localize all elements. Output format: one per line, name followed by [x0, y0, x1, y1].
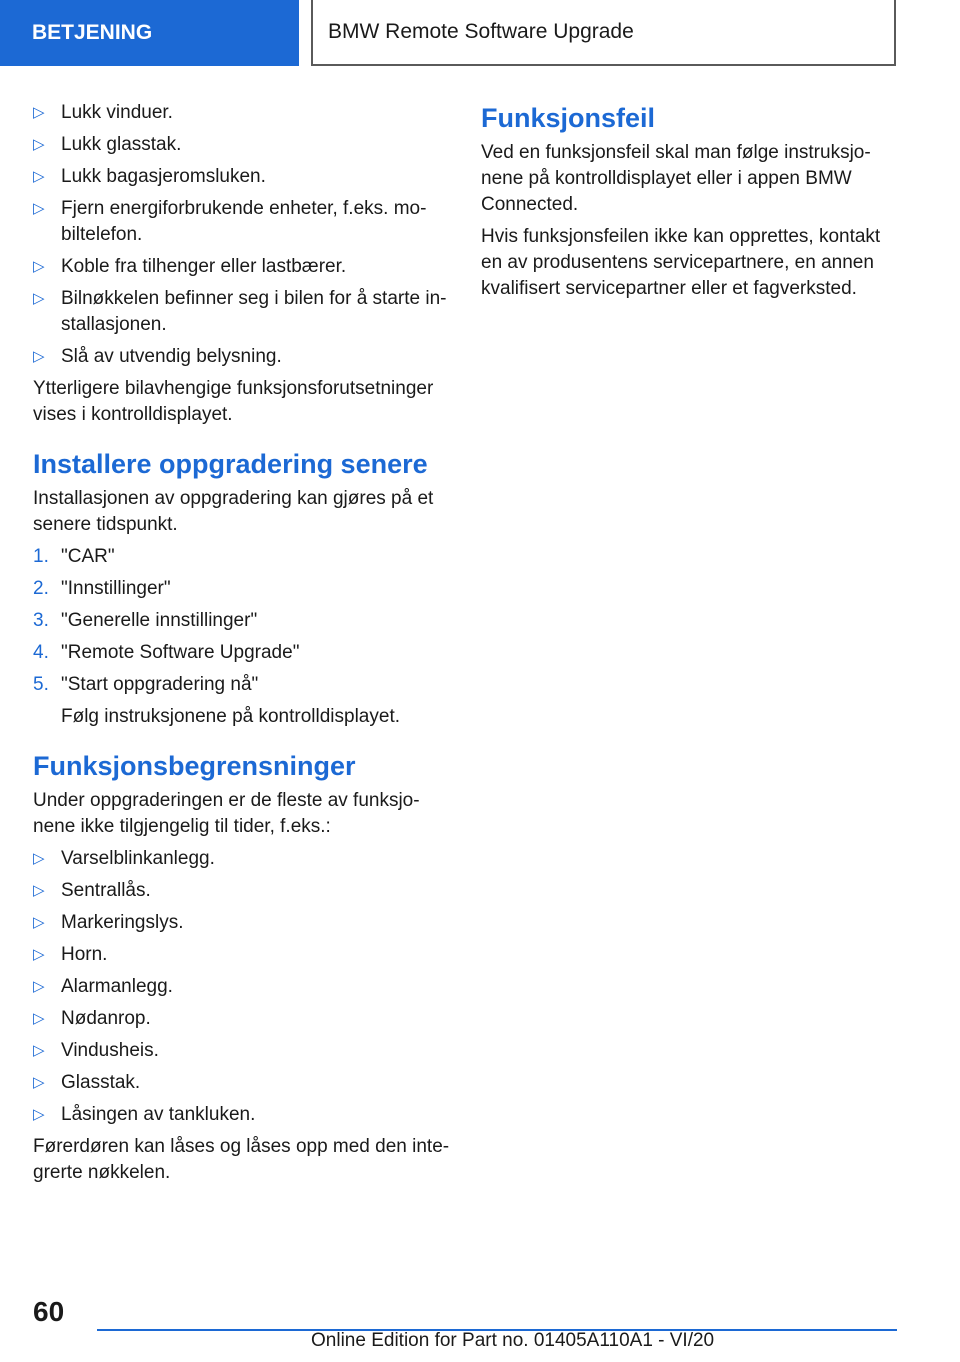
- section-tab: [0, 0, 299, 66]
- step-item: 2. "Innstillinger": [33, 576, 451, 602]
- section-title: BETJENING: [32, 21, 153, 44]
- triangle-bullet-icon: ▷: [33, 168, 45, 185]
- step-item: 3. "Generelle innstillinger": [33, 608, 451, 634]
- heading-function-limits: Funksjonsbegrensninger: [33, 751, 356, 781]
- step-item: 1. "CAR": [33, 544, 451, 570]
- left-column: [33, 100, 451, 1192]
- list-item: ▷ Fjern energiforbrukende enheter, f.eks. mobiltelefon.: [33, 198, 427, 245]
- list-item: ▷ Varselblinkanlegg.: [33, 846, 451, 872]
- step-number: 2.: [33, 578, 49, 599]
- list-item: ▷ Vindusheis.: [33, 1038, 451, 1064]
- triangle-bullet-icon: ▷: [33, 200, 45, 217]
- step-number: 4.: [33, 642, 49, 663]
- right-column: [481, 100, 891, 308]
- triangle-bullet-icon: ▷: [33, 348, 45, 365]
- list-item: ▷ Glasstak.: [33, 1070, 451, 1096]
- triangle-bullet-icon: ▷: [33, 946, 45, 963]
- step-item: 5. "Start oppgradering nå": [33, 672, 451, 698]
- list-item: ▷ Nødanrop.: [33, 1006, 451, 1032]
- triangle-bullet-icon: ▷: [33, 1106, 45, 1123]
- triangle-bullet-icon: ▷: [33, 914, 45, 931]
- list-item: ▷ Lukk glasstak.: [33, 132, 451, 158]
- triangle-bullet-icon: ▷: [33, 850, 45, 867]
- heading-malfunction: Funksjonsfeil: [481, 103, 656, 133]
- triangle-bullet-icon: ▷: [33, 1074, 45, 1091]
- list-item: ▷ Markeringslys.: [33, 910, 451, 936]
- page-number: 60: [33, 1296, 65, 1327]
- triangle-bullet-icon: ▷: [33, 1010, 45, 1027]
- paragraph: Under oppgraderingen er de fleste av funksjonene ikke tilgjengelig til tider, f.eks.:: [33, 790, 420, 837]
- list-item: ▷ Horn.: [33, 942, 451, 968]
- step-note: Følg instruksjonene på kontrolldisplayet.: [61, 706, 401, 727]
- paragraph: Installasjonen av oppgradering kan gjøres på et senere tidspunkt.: [33, 488, 434, 535]
- paragraph: Ved en funksjonsfeil skal man følge instruksjonene på kontrolldisplayet eller i appen BMW Connected.: [481, 142, 871, 215]
- install-steps: [33, 544, 451, 698]
- chapter-header: [311, 0, 896, 66]
- triangle-bullet-icon: ▷: [33, 882, 45, 899]
- step-number: 1.: [33, 546, 49, 567]
- footer-edition: Online Edition for Part no. 01405A110A1 - VI/20: [311, 1330, 715, 1351]
- triangle-bullet-icon: ▷: [33, 136, 45, 153]
- heading-install-later: Installere oppgradering senere: [33, 449, 428, 479]
- step-item: 4. "Remote Software Upgrade": [33, 640, 451, 666]
- list-item: ▷ Lukk vinduer.: [33, 100, 451, 126]
- triangle-bullet-icon: ▷: [33, 104, 45, 121]
- list-item: ▷ Sentrallås.: [33, 878, 451, 904]
- triangle-bullet-icon: ▷: [33, 978, 45, 995]
- list-item: ▷ Koble fra tilhenger eller lastbærer.: [33, 254, 451, 280]
- list-item: ▷ Låsingen av tankluken.: [33, 1102, 451, 1128]
- triangle-bullet-icon: ▷: [33, 1042, 45, 1059]
- triangle-bullet-icon: ▷: [33, 290, 45, 307]
- paragraph: Ytterligere bilavhengige funksjonsforutsetninger vises i kontrolldisplayet.: [33, 378, 434, 425]
- triangle-bullet-icon: ▷: [33, 258, 45, 275]
- list-item: ▷ Alarmanlegg.: [33, 974, 451, 1000]
- list-item: ▷ Slå av utvendig belysning.: [33, 344, 451, 370]
- chapter-title: BMW Remote Software Upgrade: [328, 20, 634, 43]
- list-item: ▷ Lukk bagasjeromsluken.: [33, 164, 451, 190]
- step-number: 3.: [33, 610, 49, 631]
- paragraph: Hvis funksjonsfeilen ikke kan opprettes, kontakt en av produsentens servicepartnere, en annen kvalifisert servicepartner eller et fagverksted.: [481, 226, 881, 299]
- paragraph: Førerdøren kan låses og låses opp med den integrerte nøkkelen.: [33, 1136, 450, 1183]
- limited-functions-list: [33, 846, 451, 1128]
- list-item: ▷ Bilnøkkelen befinner seg i bilen for å starte installasjonen.: [33, 288, 447, 335]
- step-number: 5.: [33, 674, 49, 695]
- prerequisite-list: [33, 100, 451, 370]
